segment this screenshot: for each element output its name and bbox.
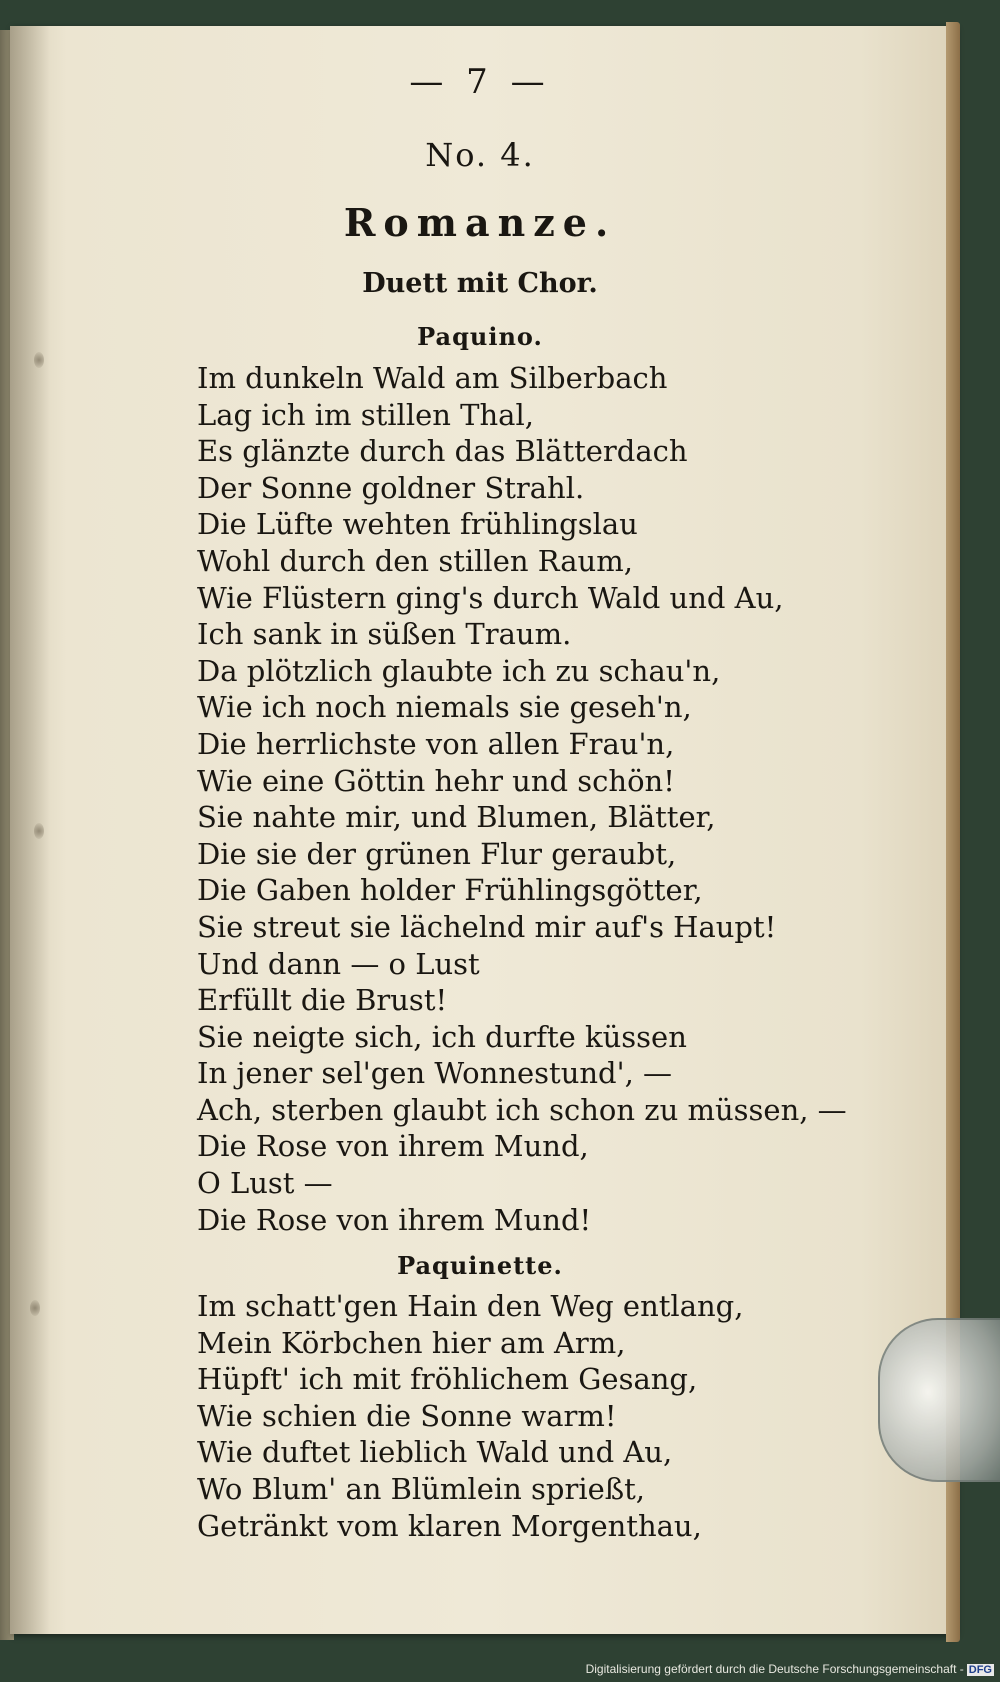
verse-line: Wie schien die Sonne warm! xyxy=(197,1398,617,1433)
verse-line: O Lust — xyxy=(197,1166,333,1201)
credit-text: Digitalisierung gefördert durch die Deutsche Forschungsgemeinschaft - xyxy=(585,1662,964,1676)
verse-line: Da plötzlich glaubte ich zu schau'n, xyxy=(197,653,721,688)
verse-line: In jener sel'gen Wonnestund', — xyxy=(197,1056,673,1091)
verse-line: Wie duftet lieblich Wald und Au, xyxy=(197,1435,673,1470)
verse-block xyxy=(197,360,847,1238)
verse-line: Die Rose von ihrem Mund! xyxy=(197,1202,592,1237)
verse-line: Getränkt vom klaren Morgenthau, xyxy=(197,1508,702,1543)
verse-block xyxy=(197,1288,743,1544)
dfg-logo: DFG xyxy=(968,1664,992,1676)
verse-line: Wo Blum' an Blümlein sprießt, xyxy=(197,1471,646,1506)
page-number: — 7 — xyxy=(409,62,551,102)
verse-line: Es glänzte durch das Blätterdach xyxy=(197,434,688,469)
page-subtitle: Duett mit Chor. xyxy=(362,268,598,299)
verse-line: Mein Körbchen hier am Arm, xyxy=(197,1325,626,1360)
verse-line: Ich sank in süßen Traum. xyxy=(197,617,572,652)
verse-line: Die herrlichste von allen Frau'n, xyxy=(197,726,675,761)
verse-line: Der Sonne goldner Strahl. xyxy=(197,470,585,505)
verse-line: Lag ich im stillen Thal, xyxy=(197,397,534,432)
verse-line: Im schatt'gen Hain den Weg entlang, xyxy=(197,1289,744,1323)
verse-line: Hüpft' ich mit fröhlichem Gesang, xyxy=(197,1362,698,1397)
verse-line: Ach, sterben glaubt ich schon zu müssen, — xyxy=(197,1092,847,1127)
verse-line: Wie eine Göttin hehr und schön! xyxy=(197,763,675,798)
verse-line: Die Rose von ihrem Mund, xyxy=(197,1129,589,1164)
page-title: Romanze. xyxy=(343,200,617,245)
verse-line: Wie ich noch niemals sie geseh'n, xyxy=(197,690,692,725)
verse-line: Die Lüfte wehten frühlingslau xyxy=(197,507,638,542)
verse-line: Sie streut sie lächelnd mir auf's Haupt! xyxy=(197,909,777,944)
verse-line: Sie nahte mir, und Blumen, Blätter, xyxy=(197,800,716,835)
verse-line: Erfüllt die Brust! xyxy=(197,983,448,1018)
verse-line: Wie Flüstern ging's durch Wald und Au, xyxy=(197,580,784,615)
verse-line: Die sie der grünen Flur geraubt, xyxy=(197,836,677,871)
digitization-credit xyxy=(586,1662,994,1676)
speaker-heading: Paquinette. xyxy=(397,1251,563,1280)
verse-line: Im dunkeln Wald am Silberbach xyxy=(197,361,668,395)
verse-line: Die Gaben holder Frühlingsgötter, xyxy=(197,873,703,908)
speaker-heading: Paquino. xyxy=(417,322,543,351)
verse-line: Wohl durch den stillen Raum, xyxy=(197,543,633,578)
verse-line: Und dann — o Lust xyxy=(197,946,480,981)
number-label: No. 4. xyxy=(425,136,535,174)
verse-line: Sie neigte sich, ich durfte küssen xyxy=(197,1019,687,1054)
